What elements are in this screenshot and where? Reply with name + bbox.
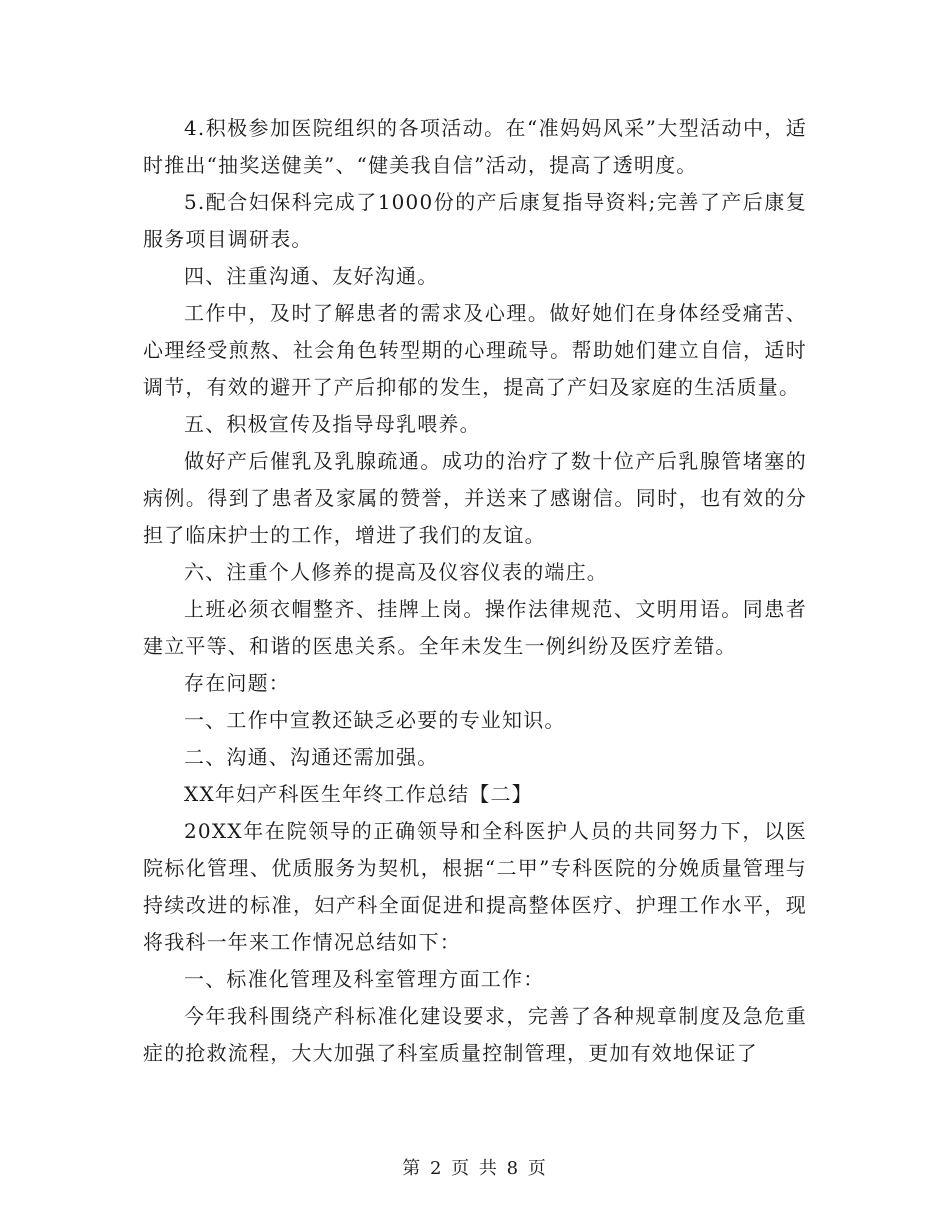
heading-self-cultivation: 六、注重个人修养的提高及仪容仪表的端庄。 bbox=[184, 560, 608, 584]
paragraph-activities: 4.积极参加医院组织的各项活动。在“准妈妈风采”大型活动中，适时推出“抽奖送健美”、“健美我自信”活动，提高了透明度。 bbox=[143, 116, 807, 177]
heading-communication: 四、注重沟通、友好沟通。 bbox=[184, 264, 439, 288]
document-body bbox=[143, 110, 807, 1072]
section-title-part-two: XX年妇产科医生年终工作总结【二】 bbox=[184, 782, 533, 806]
paragraph-breastfeeding: 做好产后催乳及乳腺疏通。成功的治疗了数十位产后乳腺管堵塞的病例。得到了患者及家属的赞誉，并送来了感谢信。同时，也有效的分担了临床护士的工作，增进了我们的友谊。 bbox=[143, 449, 807, 547]
problem-item-2: 二、沟通、沟通还需加强。 bbox=[184, 745, 439, 769]
problem-item-1: 一、工作中宣教还缺乏必要的专业知识。 bbox=[184, 708, 566, 732]
heading-standardization: 一、标准化管理及科室管理方面工作： bbox=[184, 967, 545, 991]
paragraph-communication: 工作中，及时了解患者的需求及心理。做好她们在身体经受痛苦、心理经受煎熬、社会角色转型期的心理疏导。帮助她们建立自信，适时调节，有效的避开了产后抑郁的发生，提高了产妇及家庭的生活质量。 bbox=[143, 301, 807, 399]
paragraph-standardization: 今年我科围绕产科标准化建设要求，完善了各种规章制度及急危重症的抢救流程，大大加强了科室质量控制管理，更加有效地保证了 bbox=[143, 1004, 807, 1065]
paragraph-intro-2020: 20XX年在院领导的正确领导和全科医护人员的共同努力下，以医院标化管理、优质服务为契机，根据“二甲”专科医院的分娩质量管理与持续改进的标准，妇产科全面促进和提高整体医疗、护理工作水平，现将我科一年来工作情况总结如下： bbox=[143, 819, 807, 954]
paragraph-materials: 5.配合妇保科完成了1000份的产后康复指导资料;完善了产后康复服务项目调研表。 bbox=[143, 190, 807, 251]
paragraph-self-cultivation: 上班必须衣帽整齐、挂牌上岗。操作法律规范、文明用语。同患者建立平等、和谐的医患关系。全年未发生一例纠纷及医疗差错。 bbox=[143, 597, 807, 658]
page-number: 第 2 页 共 8 页 bbox=[402, 1158, 548, 1179]
heading-problems: 存在问题： bbox=[184, 671, 290, 695]
heading-breastfeeding: 五、积极宣传及指导母乳喂养。 bbox=[184, 412, 481, 436]
